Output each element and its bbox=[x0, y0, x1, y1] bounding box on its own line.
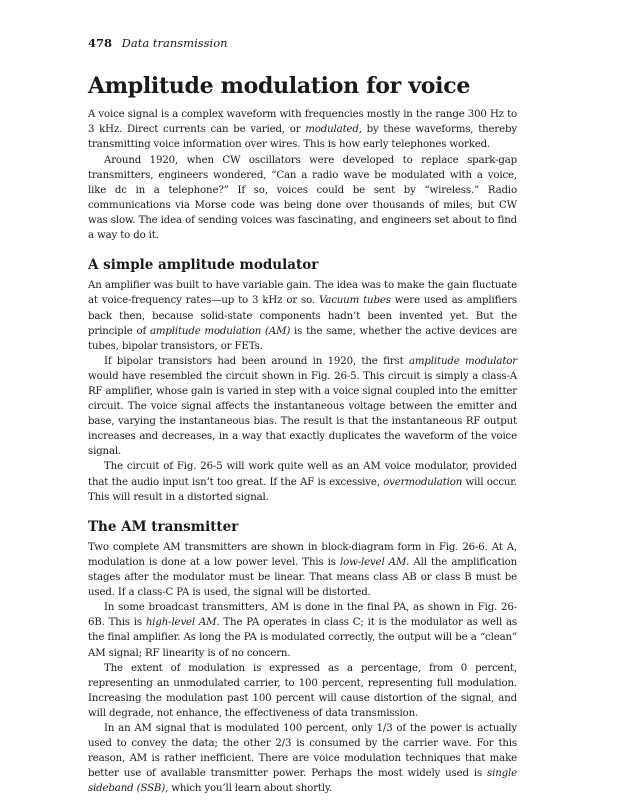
emphasis-ssb: single sideband (SSB), bbox=[88, 768, 517, 795]
emphasis-am: amplitude modulation (AM) bbox=[149, 325, 291, 337]
subheading-am-transmitter: The AM transmitter bbox=[88, 518, 239, 535]
modulator-paragraph-2: If bipolar transistors had been around in 1920, the first amplitude modulator would have resembled the circuit shown in Fig. 26-5. This circuit is simply a class-A RF amplifier, whose gain is varied in step with a voice signal coupled into the emitter circuit. The voice signal affects the instantaneous voltage between the emitter and base, varying the instantaneous bias. The result is that the instantaneous RF output increases and decreases, in a way that exactly duplicates the waveform of the voice signal. bbox=[88, 355, 517, 458]
running-head-section: Data transmission bbox=[121, 36, 228, 50]
transmitter-paragraph-2: In some broadcast transmitters, AM is done in the final PA, as shown in Fig. 26-6B. This is high-level AM. The PA operates in class C; it is the modulator as well as the final amplifier. As long the PA is modulated correctly, the output will be a “clean” AM signal; RF linearity is of no concern. bbox=[88, 602, 518, 659]
modulator-paragraph-3: The circuit of Fig. 26-5 will work quite well as an AM voice modulator, provided that the audio input isn’t too great. If the AF is excessive, overmodulation will occur. This will result in a distorted signal. bbox=[88, 461, 517, 503]
emphasis-amplitude-modulator: amplitude modulator bbox=[408, 355, 517, 367]
emphasis-high-level-am: high-level AM. bbox=[145, 617, 220, 629]
intro-paragraph-2: Around 1920, when CW oscillators were developed to replace spark-gap transmitters, engineers wondered, “Can a radio wave be modulated with a voice, like dc in a telephone?” If so, voices could be sent by “wireless.” Radio communications via Morse code was being done over thousands of miles, but CW was slow. The idea of sending voices was fascinating, and engineers set about to find a way to do it. bbox=[88, 154, 517, 242]
book-page bbox=[88, 36, 517, 797]
subheading-simple-modulator: A simple amplitude modulator bbox=[88, 257, 319, 274]
intro-paragraph-1: A voice signal is a complex waveform with frequencies mostly in the range 300 Hz to 3 kHz. Direct currents can be varied, or modulated, by these waveforms, thereby transmitting voice information over wires. This is how early telephones worked. bbox=[88, 109, 518, 151]
running-head bbox=[88, 36, 517, 50]
modulator-paragraph-1: An amplifier was built to have variable gain. The idea was to make the gain fluctuate at voice-frequency rates—up to 3 kHz or so. Vacuum tubes were used as amplifiers back then, because solid-state components hadn’t been invented yet. But the principle of amplitude modulation (AM) is the same, whether the active devices are tubes, bipolar transistors, or FETs. bbox=[88, 280, 517, 352]
transmitter-paragraph-3: The extent of modulation is expressed as a percentage, from 0 percent, representing an unmodulated carrier, to 100 percent, representing full modulation. Increasing the modulation past 100 percent will cause distortion of the signal, and will degrade, not enhance, the effectiveness of data transmission. bbox=[88, 662, 517, 719]
emphasis-vacuum-tubes: Vacuum tubes bbox=[319, 295, 391, 307]
chapter-section-title: Amplitude modulation for voice bbox=[88, 73, 471, 99]
emphasis-low-level-am: low-level AM. bbox=[340, 557, 410, 569]
transmitter-paragraph-1: Two complete AM transmitters are shown in block-diagram form in Fig. 26-6. At A, modulation is done at a low power level. This is low-level AM. All the amplification stages after the modulator must be linear. That means class AB or class B must be used. If a class-C PA is used, the signal will be distorted. bbox=[88, 541, 518, 599]
page-number: 478 bbox=[88, 36, 113, 50]
transmitter-paragraph-4: In an AM signal that is modulated 100 percent, only 1/3 of the power is actually used to convey the data; the other 2/3 is consumed by the carrier wave. For this reason, AM is rather inefficient. There are voice modulation techniques that make better use of available transmitter power. Perhaps the most widely used is single sideband (SSB), which you’ll learn about shortly. bbox=[88, 723, 517, 795]
emphasis-modulated: modulated, bbox=[305, 124, 362, 136]
emphasis-overmodulation: overmodulation bbox=[383, 476, 463, 488]
